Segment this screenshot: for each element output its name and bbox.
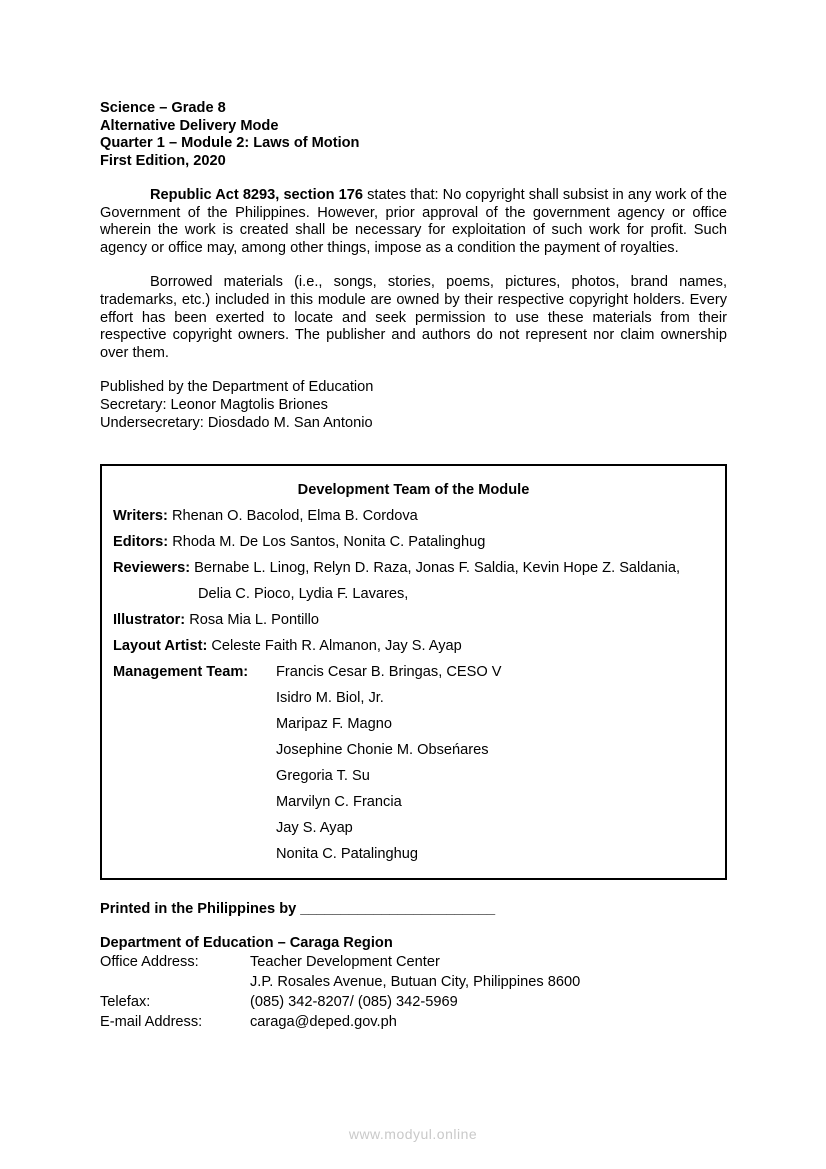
management-member: Maripaz F. Magno: [276, 716, 392, 732]
reviewers-row: [113, 560, 680, 576]
email-label: E-mail Address:: [100, 1014, 203, 1030]
management-member: Isidro M. Biol, Jr.: [276, 690, 384, 706]
layout-artist-names: Celeste Faith R. Almanon, Jay S. Ayap: [207, 638, 462, 654]
deped-contact-block: [100, 935, 727, 1032]
illustrator-row: [113, 612, 319, 628]
development-team-box: [100, 464, 727, 880]
management-member: Josephine Chonie M. Obseńares: [276, 742, 489, 758]
telefax-row: [100, 992, 727, 1012]
office-address-label: Office Address:: [100, 954, 199, 970]
management-member: Francis Cesar B. Bringas, CESO V: [276, 664, 502, 680]
watermark: www.modyul.online: [348, 1126, 478, 1142]
management-member: Nonita C. Patalinghug: [276, 846, 418, 862]
subject-grade: Science – Grade 8: [100, 100, 226, 116]
office-address-line2: J.P. Rosales Avenue, Butuan City, Philippines 8600: [250, 974, 581, 990]
ra-reference: Republic Act 8293, section 176: [150, 187, 363, 203]
telefax-numbers: (085) 342-8207/ (085) 342-5969: [250, 994, 458, 1010]
deped-region-title: Department of Education – Caraga Region: [100, 935, 393, 951]
edition: First Edition, 2020: [100, 152, 226, 169]
email-row: [100, 1012, 727, 1032]
reviewers-label: Reviewers:: [113, 560, 191, 576]
management-label: Management Team:: [113, 664, 249, 680]
layout-artist-label: Layout Artist:: [113, 638, 208, 654]
editors-label: Editors:: [113, 534, 169, 550]
undersecretary: Undersecretary: Diosdado M. San Antonio: [100, 414, 373, 431]
ra-paragraph: [100, 187, 727, 257]
editors-row: [113, 534, 485, 550]
layout-artist-row: [113, 638, 462, 654]
illustrator-name: Rosa Mia L. Pontillo: [185, 612, 320, 628]
management-member: Marvilyn C. Francia: [276, 794, 402, 810]
module-header: [100, 100, 727, 170]
writers-label: Writers:: [113, 508, 168, 524]
office-address-line1: Teacher Development Center: [250, 954, 440, 970]
writers-names: Rhenan O. Bacolod, Elma B. Cordova: [167, 508, 418, 524]
printed-by-line: Printed in the Philippines by ________________________: [100, 901, 496, 917]
reviewers-names: Bernabe L. Linog, Relyn D. Raza, Jonas F. Saldia, Kevin Hope Z. Saldania,: [190, 560, 681, 576]
published-by: Published by the Department of Education: [100, 379, 374, 396]
illustrator-label: Illustrator:: [113, 612, 186, 628]
team-title: Development Team of the Module: [297, 482, 530, 498]
management-member: Jay S. Ayap: [276, 820, 353, 836]
copyright-page: [100, 100, 727, 432]
email-address: caraga@deped.gov.ph: [250, 1014, 397, 1030]
writers-row: [113, 508, 418, 524]
editors-names: Rhoda M. De Los Santos, Nonita C. Patalinghug: [168, 534, 486, 550]
telefax-label: Telefax:: [100, 994, 151, 1010]
office-address-row-2: [100, 972, 727, 992]
office-address-row: [100, 952, 727, 972]
delivery-mode: Alternative Delivery Mode: [100, 117, 279, 134]
ra-text: states that: No copyright shall subsist in any work of the Government of the Philippines. However, prior approval of the government agency or office wherein the work is created shall be necessary for exploitation of such work for profit. Such agency or office may, among other things, impose as a condition the payment of royalties.: [100, 187, 727, 256]
reviewers-continued: Delia C. Pioco, Lydia F. Lavares,: [198, 586, 409, 602]
module-title: Quarter 1 – Module 2: Laws of Motion: [100, 135, 360, 151]
secretary: Secretary: Leonor Magtolis Briones: [100, 396, 328, 413]
borrowed-paragraph: Borrowed materials (i.e., songs, stories, poems, pictures, photos, brand names, trademarks, etc.) included in this module are owned by their respective copyright holders. Every effort has been exerted to locate and seek permission to use these materials from their respective copyright owners. The publisher and authors do not represent nor claim ownership over them.: [100, 274, 727, 361]
management-member: Gregoria T. Su: [276, 768, 370, 784]
publisher-block: [100, 379, 727, 432]
